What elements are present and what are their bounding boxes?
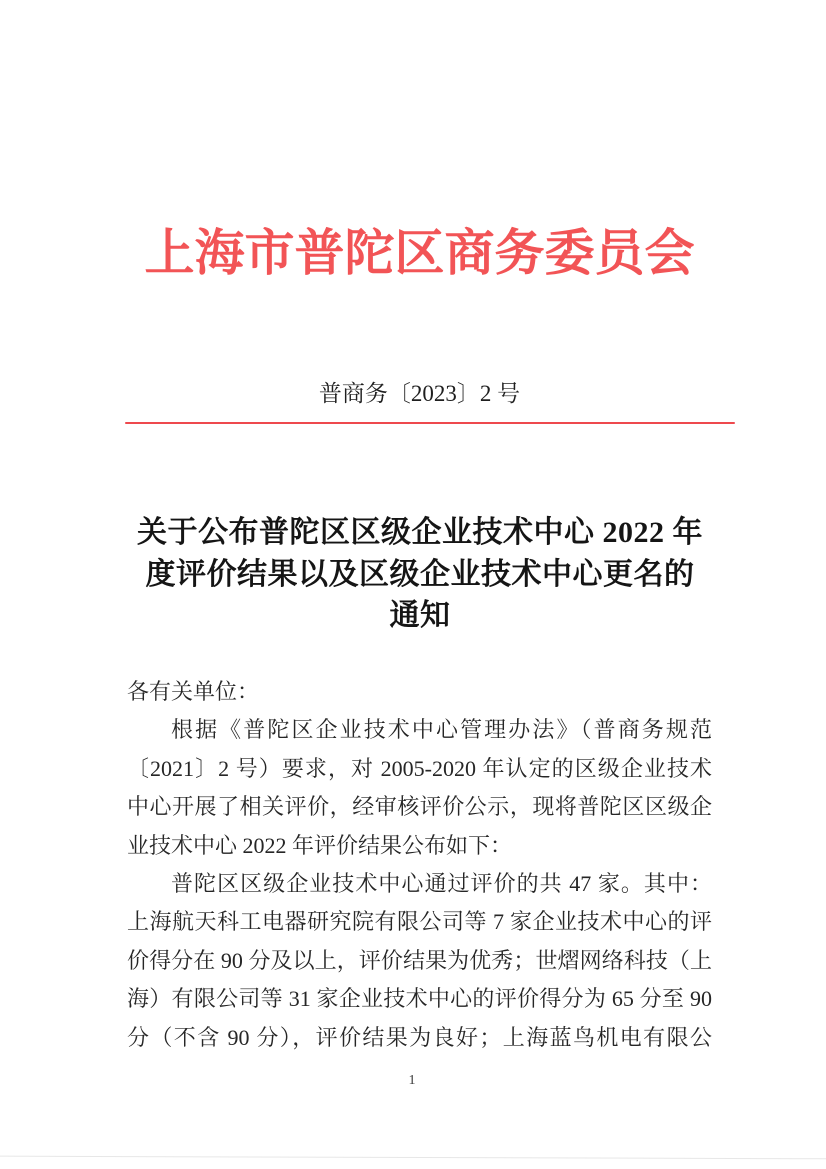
body-line: 根据《普陀区企业技术中心管理办法》（普商务规范 [171,717,712,743]
body-line: 普陀区区级企业技术中心通过评价的共 47 家。其中： [171,870,712,896]
body-line: 海）有限公司等 31 家企业技术中心的评价得分为 65 分至 90 [127,986,712,1012]
body-line: 〔2021〕2 号）要求，对 2005-2020 年认定的区级企业技术 [127,755,712,781]
body-line: 业技术中心 2022 年评价结果公布如下： [127,832,513,858]
document-title [108,512,732,637]
salutation: 各有关单位： [127,679,260,704]
body-line: 分（不含 90 分），评价结果为良好；上海蓝鸟机电有限公 [127,1024,712,1050]
page-number: 1 [408,1073,416,1088]
body-line: 上海航天科工电器研究院有限公司等 7 家企业技术中心的评 [127,909,712,935]
red-divider [125,422,735,424]
title-line: 度评价结果以及区级企业技术中心更名的 [145,557,695,591]
document-body [127,673,712,1057]
agency-name: 上海市普陀区商务委员会 [144,225,695,281]
document-number: 普商务〔2023〕2 号 [318,381,521,406]
title-line: 通知 [389,599,451,632]
title-line: 关于公布普陀区区级企业技术中心 2022 年 [137,516,703,549]
body-line: 价得分在 90 分及以上，评价结果为优秀；世熠网络科技（上 [127,947,712,973]
scan-edge-artifact [0,1156,826,1160]
body-line: 中心开展了相关评价，经审核评价公示，现将普陀区区级企 [127,794,712,820]
